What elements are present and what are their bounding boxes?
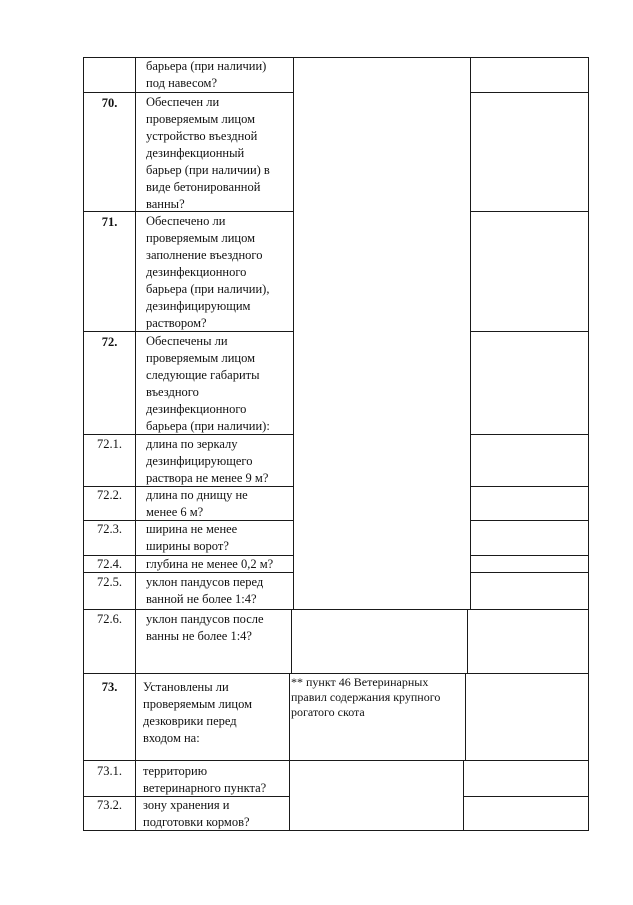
row-number: 72.2. [97, 488, 122, 502]
column-divider [135, 57, 136, 610]
row-number: 73. [101, 680, 118, 694]
row-divider [470, 331, 589, 332]
row-divider [470, 486, 589, 487]
row-question-text: Обеспечен ли проверяемым лицом устройство въездной дезинфекционный барьер (при наличии) в виде бетонированной ванны? [146, 95, 270, 211]
column-divider [293, 57, 294, 610]
row-number: 72.6. [97, 612, 122, 626]
row-number: 72. [101, 335, 118, 349]
column-divider [135, 673, 136, 761]
row-number: 71. [101, 215, 118, 229]
column-divider [467, 609, 468, 674]
column-divider [135, 609, 136, 674]
row-divider [470, 572, 589, 573]
row-number: 70. [101, 96, 118, 110]
column-divider [289, 760, 290, 831]
row-number: 72.1. [97, 437, 122, 451]
column-divider [465, 673, 466, 761]
column-divider [289, 673, 290, 761]
row-divider [83, 92, 293, 93]
row-question-text: ширина не менее ширины ворот? [146, 522, 238, 553]
row-question-text: территорию ветеринарного пункта? [143, 764, 267, 795]
row-divider [470, 434, 589, 435]
column-divider [470, 57, 471, 610]
row-divider [470, 520, 589, 521]
table-border [83, 760, 589, 761]
row-question-text: Обеспечено ли проверяемым лицом заполнение въездного дезинфекционного барьера (при наличии), дезинфицирующим раствором? [146, 214, 270, 330]
column-divider [588, 760, 589, 831]
row-number: 72.4. [97, 557, 122, 571]
row-question-text: барьера (при наличии) под навесом? [146, 59, 267, 90]
column-divider [588, 673, 589, 761]
table-border [83, 673, 589, 674]
row-question-text: Обеспечены ли проверяемым лицом следующие габариты въездного дезинфекционного барьера (при наличии): [146, 334, 270, 433]
row-divider [470, 92, 589, 93]
column-divider [135, 760, 136, 831]
column-divider [588, 609, 589, 674]
row-number: 72.5. [97, 575, 122, 589]
reference-note: ** пункт 46 Ветеринарных правил содержания крупного рогатого скота [291, 675, 441, 719]
column-divider [463, 760, 464, 831]
row-question-text: уклон пандусов перед ванной не более 1:4? [146, 575, 264, 606]
row-divider [470, 211, 589, 212]
row-question-text: зону хранения и подготовки кормов? [143, 798, 250, 829]
row-question-text: длина по зеркалу дезинфицирующего раствора не менее 9 м? [146, 437, 269, 485]
row-question-text: глубина не менее 0,2 м? [146, 557, 274, 571]
column-divider [291, 609, 292, 674]
row-divider [463, 796, 589, 797]
row-number: 73.2. [97, 798, 122, 812]
row-question-text: уклон пандусов после ванны не более 1:4? [146, 612, 264, 643]
row-number: 72.3. [97, 522, 122, 536]
column-divider [588, 57, 589, 610]
row-question-text: Установлены ли проверяемым лицом дезковрики перед входом на: [143, 680, 252, 745]
row-number: 73.1. [97, 764, 122, 778]
table-border [83, 609, 589, 610]
row-divider [470, 555, 589, 556]
row-question-text: длина по днищу не менее 6 м? [146, 488, 248, 519]
